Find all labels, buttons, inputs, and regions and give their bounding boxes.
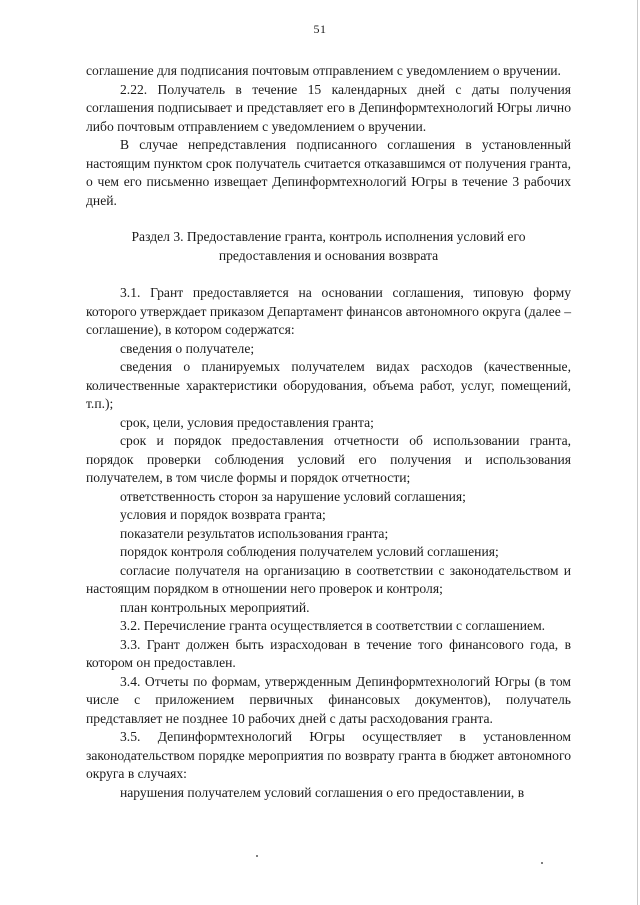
paragraph-non-submission: В случае непредставления подписанного соглашения в установленный настоящим пунктом срок получатель считается отказавшимся от получения гранта, о чем его письменно извещает Депинформтехнологий Югры в течение 3 рабочих дней. <box>86 137 571 208</box>
scan-speck <box>256 855 258 857</box>
page-number: 51 <box>313 22 327 36</box>
list-item-terms-goals: срок, цели, условия предоставления гранта; <box>120 414 374 430</box>
paragraph-continuation: соглашение для подписания почтовым отправлением с уведомлением о вручении. <box>86 63 561 78</box>
list-item-consent: согласие получателя на организацию в соответствии с законодательством и настоящим порядком в отношении него проверок и контроля; <box>86 562 571 596</box>
list-item-recipient-info: сведения о получателе; <box>120 340 255 356</box>
section-3-heading: Раздел 3. Предоставление гранта, контроль исполнения условий его предоставления и основания возврата <box>131 229 526 263</box>
paragraph-2-22: 2.22. Получатель в течение 15 календарных дней с даты получения соглашения подписывает и представляет его в Депинформтехнологий Югры лично либо почтовым отправлением с уведомлением о вручении. <box>86 81 571 134</box>
list-item-reporting: срок и порядок предоставления отчетности об использовании гранта, порядок проверки соблюдения условий его получения и использования получателем, в том числе формы и порядок отчетности; <box>86 433 571 485</box>
paragraph-3-1: 3.1. Грант предоставляется на основании соглашения, типовую форму которого утверждает приказом Департамент финансов автономного округа (далее – соглашение), в котором содержатся: <box>86 285 571 337</box>
list-item-planned-expenses: сведения о планируемых получателем видах расходов (качественные, количественные характеристики оборудования, объема работ, услуг, помещений, т.п.); <box>86 359 571 411</box>
scan-edge-line <box>637 0 638 905</box>
paragraph-3-2: 3.2. Перечисление гранта осуществляется в соответствии с соглашением. <box>120 618 546 633</box>
scan-speck <box>541 862 543 864</box>
paragraph-3-5: 3.5. Депинформтехнологий Югры осуществляет в установленном законодательством порядке мероприятия по возврату гранта в бюджет автономного округа в случаях: <box>86 729 571 781</box>
list-item-return-conditions: условия и порядок возврата гранта; <box>120 507 326 522</box>
list-item-violation: нарушения получателем условий соглашения о его предоставлении, в <box>120 784 525 800</box>
list-item-control-plan: план контрольных мероприятий. <box>120 599 310 615</box>
list-item-liability: ответственность сторон за нарушение условий соглашения; <box>120 488 466 504</box>
paragraph-3-3: 3.3. Грант должен быть израсходован в течение того финансового года, в котором он предоставлен. <box>86 636 571 670</box>
list-item-compliance-control: порядок контроля соблюдения получателем условий соглашения; <box>120 544 499 559</box>
document-body <box>86 62 571 802</box>
list-item-result-indicators: показатели результатов использования гранта; <box>120 525 389 541</box>
paragraph-3-4: 3.4. Отчеты по формам, утвержденным Депинформтехнологий Югры (в том числе с приложением первичных финансовых документов), получатель представляет не позднее 10 рабочих дней с даты расходования гранта. <box>86 673 571 726</box>
